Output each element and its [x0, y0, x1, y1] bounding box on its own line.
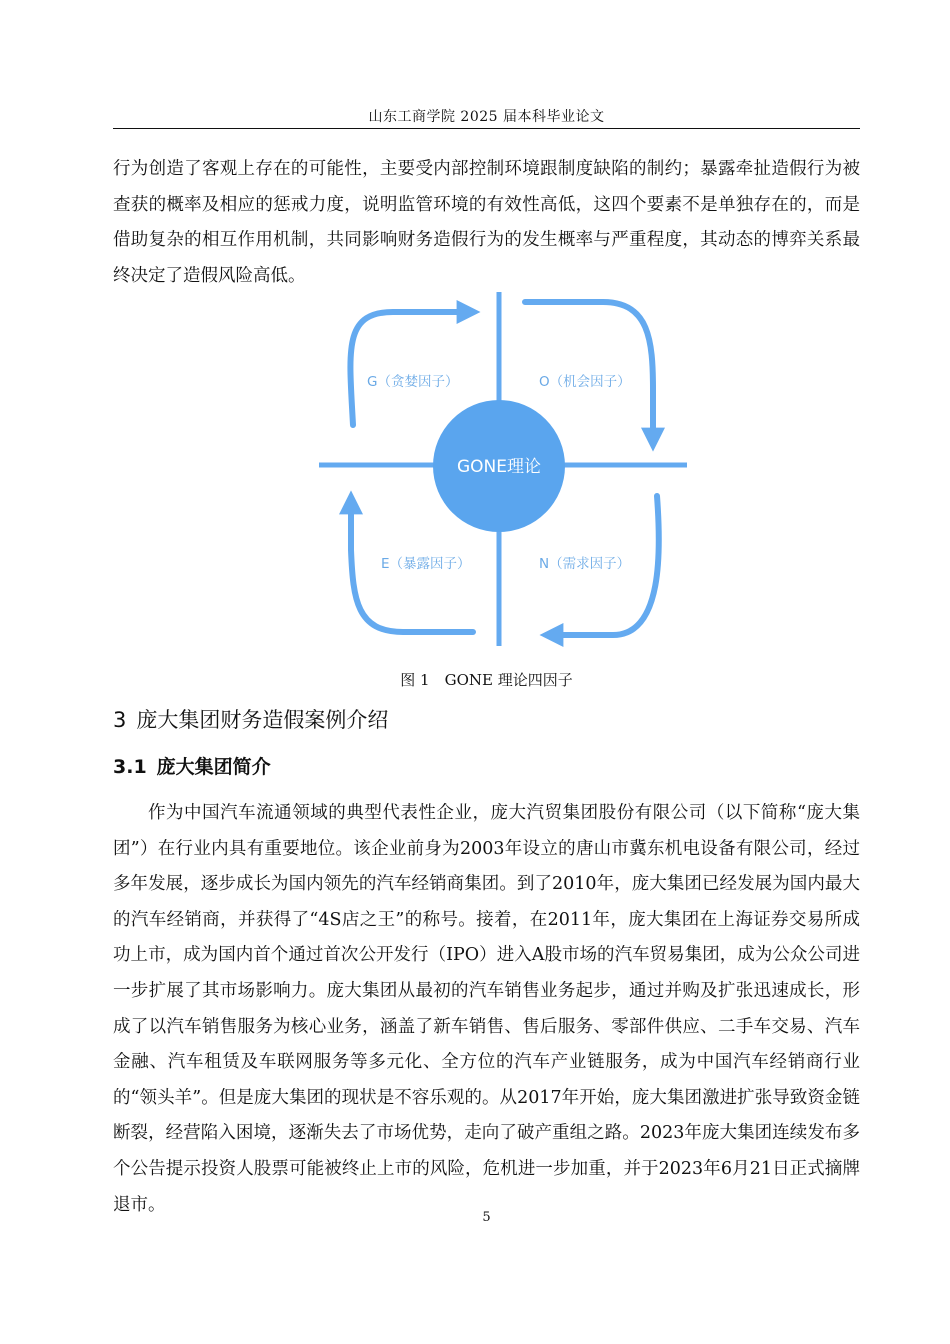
- quadrant-label-n: N（需求因子）: [539, 556, 631, 572]
- figure-caption: 图 1 GONE 理论四因子: [400, 671, 573, 689]
- body-paragraph: 作为中国汽车流通领域的典型代表性企业，庞大汽贸集团股份有限公司（以下简称“庞大集团”）在行业内具有重要地位。该企业前身为2003年设立的唐山市冀东机电设备有限公司，经过多年发展，逐步成长为国内领先的汽车经销商集团。到了2010年，庞大集团已经发展为国内最大的汽车经销商，并获得了“4S店之王”的称号。接着，在2011年，庞大集团在上海证券交易所成功上市，成为国内首个通过首次公开发行（IPO）进入A股市场的汽车贸易集团，成为公众公司进一步扩展了其市场影响力。庞大集团从最初的汽车销售业务起步，通过并购及扩张迅速成长，形成了以汽车销售服务为核心业务，涵盖了新车销售、售后服务、零部件供应、二手车交易、汽车金融、汽车租赁及车联网服务等多元化、全方位的汽车产业链服务，成为中国汽车经销商行业的“领头羊”。但是庞大集团的现状是不容乐观的。从2017年开始，庞大集团激进扩张导致资金链断裂，经营陷入困境，逐渐失去了市场优势，走向了破产重组之路。2023年庞大集团连续发布多个公告提示投资人股票可能被终止上市的风险，危机进一步加重，并于2023年6月21日正式摘牌退市。: [113, 803, 860, 1215]
- quadrant-label-o: O（机会因子）: [539, 374, 631, 390]
- subsection-heading: [113, 752, 271, 779]
- arrow-g-to-o: [350, 312, 471, 425]
- header-rule: [113, 128, 860, 129]
- page-number: 5: [482, 1210, 491, 1225]
- section-heading: [113, 704, 388, 734]
- subsection-title: 庞大集团简介: [156, 756, 271, 778]
- quadrant-label-g: G（贪婪因子）: [367, 374, 459, 390]
- quadrant-label-e: E（暴露因子）: [381, 556, 471, 572]
- gone-theory-figure: [313, 290, 693, 650]
- subsection-number: 3.1: [113, 756, 147, 778]
- section-number: 3: [113, 708, 127, 732]
- intro-paragraph: 行为创造了客观上存在的可能性，主要受内部控制环境跟制度缺陷的制约；暴露牵扯造假行为被查获的概率及相应的惩戒力度，说明监管环境的有效性高低，这四个要素不是单独存在的，而是借助复杂的相互作用机制，共同影响财务造假行为的发生概率与严重程度，其动态的博弈关系最终决定了造假风险高低。: [113, 159, 860, 286]
- gone-center-label: GONE理论: [456, 457, 542, 477]
- page-header: 山东工商学院 2025 届本科毕业论文: [368, 109, 605, 125]
- section-title: 庞大集团财务造假案例介绍: [136, 708, 389, 732]
